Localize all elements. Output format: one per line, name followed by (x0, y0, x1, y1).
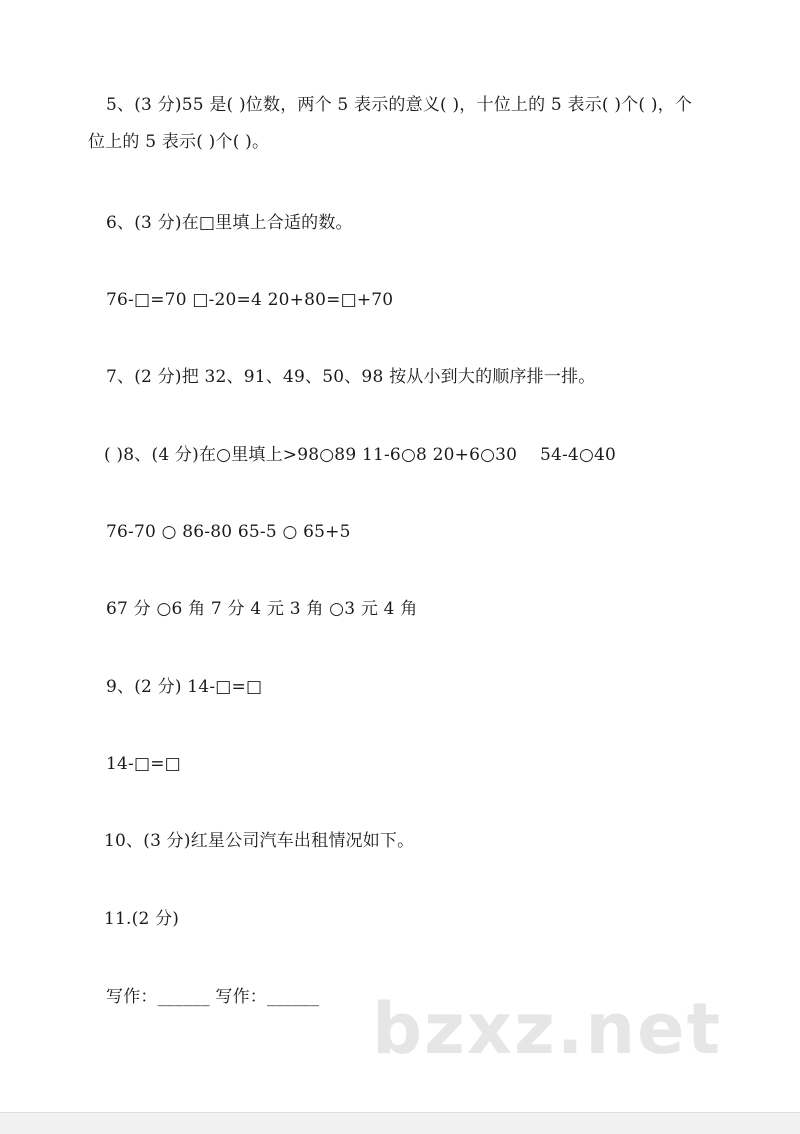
question-8-row-2: 76-70 ○ 86-80 65-5 ○ 65+5 (106, 522, 351, 542)
question-8-row-3: 67 分 ○6 角 7 分 4 元 3 角 ○3 元 4 角 (106, 599, 418, 619)
page-bottom-strip (0, 1113, 800, 1134)
question-7-prompt: 7、(2 分)把 32、91、49、50、98 按从小到大的顺序排一排。 (106, 367, 596, 387)
question-6-prompt: 6、(3 分)在□里填上合适的数。 (106, 213, 353, 233)
watermark: bzxz.net (372, 988, 723, 1070)
writing-lines: 写作：______ 写作：______ (106, 987, 320, 1007)
question-10-prompt: 10、(3 分)红星公司汽车出租情况如下。 (104, 831, 415, 851)
question-11-prompt: 11.(2 分) (104, 909, 180, 929)
question-9-prompt: 9、(2 分) 14-□=□ (106, 677, 263, 697)
question-5-line-2: 位上的 5 表示( )个( )。 (88, 132, 270, 152)
question-9-row-2: 14-□=□ (106, 754, 181, 774)
question-5-line-1: 5、(3 分)55 是( )位数，两个 5 表示的意义( )，十位上的 5 表示( )个( )，个 (106, 95, 693, 115)
question-6-equations: 76-□=70 □-20=4 20+80=□+70 (106, 290, 394, 310)
question-8-prompt: ( )8、(4 分)在○里填上>98○89 11-6○8 20+6○30 54-4○40 (104, 445, 617, 465)
